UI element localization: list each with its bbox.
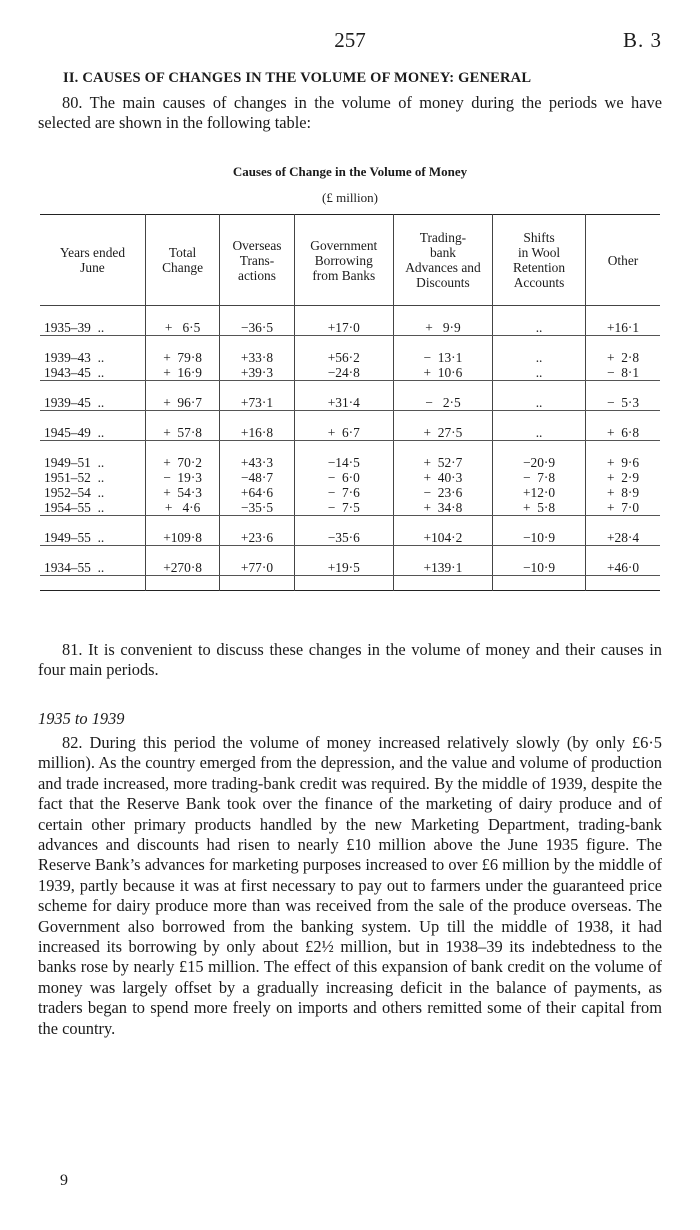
value-cell: −20·9 <box>493 455 586 470</box>
spacer-cell <box>393 516 492 531</box>
spacer-cell <box>40 546 145 561</box>
money-causes-table <box>40 214 660 591</box>
spacer-cell <box>493 381 586 396</box>
spacer-cell <box>586 576 660 591</box>
paragraph-82 <box>38 733 662 1039</box>
spacer-cell <box>220 441 294 456</box>
value-cell: −35·6 <box>294 530 393 546</box>
spacer-cell <box>40 516 145 531</box>
spacer-cell <box>493 336 586 351</box>
value-cell: +33·8 <box>220 350 294 365</box>
paragraph-80-text: 80. The main causes of changes in the volume of money during the periods we have selected are shown in the following table: <box>38 93 662 133</box>
value-cell: +28·4 <box>586 530 660 546</box>
value-cell: +31·4 <box>294 395 393 411</box>
spacer-cell <box>220 411 294 426</box>
period-cell: 1952–54 .. <box>44 485 105 500</box>
value-cell: + 70·2 <box>145 455 219 470</box>
paragraph-82-text: 82. During this period the volume of money increased relatively slowly (by only £6·5 million). As the country emerged from the depression, and the value and volume of production and trade increased, more trading-bank credit was required. By the middle of 1939, despite the fact that the Reserve Bank took over the finance of the marketing of dairy produce and of certain other primary products handled by the new Marketing Department, trading-bank advances and discounts had risen to nearly £10 million above the June 1935 figure. The Reserve Bank’s advances for marketing purposes increased to over £6 million by the middle of 1939, partly because it was at first necessary to pay out to farmers under the guaranteed price scheme for dairy produce more than was received from the sale of the produce overseas. The Government also borrowed from the banking system. Up till the middle of 1938, it had increased its borrowing by only about £2½ million, but in 1938–39 its indebtedness to the banks rose by nearly £15 million. The effect of this expansion of bank credit on the volume of money was largely offset by a gradually increasing deficit in the balance of payments, as traders began to spend more freely on imports and others remitted some of their capital from the country. <box>38 733 662 1038</box>
spacer-row <box>40 411 660 426</box>
period-cell: 1934–55 .. <box>40 560 145 576</box>
spacer-cell <box>220 306 294 321</box>
spacer-cell <box>586 411 660 426</box>
value-cell: .. <box>493 320 586 336</box>
table-header-row <box>40 215 660 306</box>
value-cell: .. <box>493 395 586 411</box>
spacer-cell <box>220 516 294 531</box>
period-cell: 1939–43 .. <box>44 350 105 365</box>
spacer-cell <box>393 411 492 426</box>
column-header: Government Borrowing from Banks <box>294 215 393 306</box>
value-cell: + 27·5 <box>393 425 492 441</box>
table-row <box>40 395 660 411</box>
spacer-cell <box>145 516 219 531</box>
spacer-row <box>40 441 660 456</box>
value-cell: + 34·8 <box>393 500 492 516</box>
value-cell: + 7·0 <box>586 500 660 516</box>
spacer-cell <box>586 381 660 396</box>
value-cell: + 79·8 <box>145 350 219 365</box>
value-cell: + 6·7 <box>294 425 393 441</box>
spacer-cell <box>493 546 586 561</box>
spacer-cell <box>145 381 219 396</box>
value-cell: .. <box>493 350 586 365</box>
value-cell: .. <box>493 425 586 441</box>
table-row <box>40 530 660 546</box>
value-cell: −35·5 <box>220 500 294 516</box>
spacer-cell <box>393 441 492 456</box>
period-cell: 1949–51 .. <box>44 455 105 470</box>
spacer-cell <box>493 411 586 426</box>
spacer-cell <box>294 546 393 561</box>
spacer-cell <box>294 576 393 591</box>
value-cell: −14·5 <box>294 455 393 470</box>
spacer-cell <box>40 441 145 456</box>
spacer-cell <box>586 336 660 351</box>
spacer-cell <box>393 381 492 396</box>
value-cell: − 7·6 <box>294 485 393 500</box>
value-cell: + 40·3 <box>393 470 492 485</box>
value-cell: + 54·3 <box>145 485 219 500</box>
value-cell: +139·1 <box>393 560 492 576</box>
document-code: B. 3 <box>622 28 662 52</box>
value-cell: + 9·6 <box>586 455 660 470</box>
spacer-row <box>40 381 660 396</box>
period-heading: 1935 to 1939 <box>38 709 125 728</box>
spacer-cell <box>393 336 492 351</box>
column-header: Shifts in Wool Retention Accounts <box>493 215 586 306</box>
spacer-cell <box>493 576 586 591</box>
spacer-cell <box>145 441 219 456</box>
spacer-cell <box>145 546 219 561</box>
value-cell: − 8·1 <box>586 365 660 381</box>
spacer-cell <box>294 441 393 456</box>
spacer-cell <box>493 441 586 456</box>
value-cell: − 23·6 <box>393 485 492 500</box>
value-cell: +73·1 <box>220 395 294 411</box>
value-cell: +104·2 <box>393 530 492 546</box>
value-cell: +12·0 <box>493 485 586 500</box>
spacer-cell <box>40 336 145 351</box>
table-row <box>40 365 660 381</box>
value-cell: − 6·0 <box>294 470 393 485</box>
period-cell: 1951–52 .. <box>44 470 105 485</box>
spacer-cell <box>493 516 586 531</box>
spacer-cell <box>220 381 294 396</box>
paragraph-80 <box>38 93 662 134</box>
table-row <box>40 350 660 365</box>
spacer-cell <box>40 381 145 396</box>
period-cell: 1935–39 .. <box>40 320 145 336</box>
value-cell: − 19·3 <box>145 470 219 485</box>
column-header: Other <box>586 215 660 306</box>
value-cell: +77·0 <box>220 560 294 576</box>
column-header: Trading- bank Advances and Discounts <box>393 215 492 306</box>
value-cell: +19·5 <box>294 560 393 576</box>
table-unit: (£ million) <box>322 190 378 205</box>
value-cell: −24·8 <box>294 365 393 381</box>
spacer-cell <box>294 411 393 426</box>
spacer-cell <box>493 306 586 321</box>
period-cell: 1939–45 .. <box>40 395 145 411</box>
value-cell: + 6·8 <box>586 425 660 441</box>
period-cell: 1954–55 .. <box>40 500 145 516</box>
value-cell: − 7·5 <box>294 500 393 516</box>
column-header: Total Change <box>145 215 219 306</box>
spacer-cell <box>393 576 492 591</box>
table-row <box>40 500 660 516</box>
table-title: Causes of Change in the Volume of Money <box>232 164 468 179</box>
table-row <box>40 425 660 441</box>
value-cell: +39·3 <box>220 365 294 381</box>
spacer-cell <box>145 576 219 591</box>
table-body <box>40 306 660 591</box>
paragraph-81 <box>38 640 662 681</box>
value-cell: −10·9 <box>493 560 586 576</box>
value-cell: + 57·8 <box>145 425 219 441</box>
spacer-cell <box>40 411 145 426</box>
spacer-cell <box>40 306 145 321</box>
value-cell: −36·5 <box>220 320 294 336</box>
table-row <box>40 485 660 500</box>
value-cell: − 2·5 <box>393 395 492 411</box>
value-cell: −48·7 <box>220 470 294 485</box>
spacer-cell <box>220 546 294 561</box>
spacer-cell <box>145 411 219 426</box>
value-cell: .. <box>493 365 586 381</box>
spacer-cell <box>586 516 660 531</box>
spacer-cell <box>294 336 393 351</box>
spacer-row <box>40 306 660 321</box>
value-cell: +17·0 <box>294 320 393 336</box>
value-cell: −10·9 <box>493 530 586 546</box>
value-cell: +109·8 <box>145 530 219 546</box>
value-cell: − 5·3 <box>586 395 660 411</box>
value-cell: +43·3 <box>220 455 294 470</box>
spacer-cell <box>40 576 145 591</box>
value-cell: + 10·6 <box>393 365 492 381</box>
period-cell: 1945–49 .. <box>40 425 145 441</box>
footer-number: 9 <box>60 1172 68 1189</box>
spacer-row <box>40 576 660 591</box>
value-cell: + 2·8 <box>586 350 660 365</box>
value-cell: +23·6 <box>220 530 294 546</box>
period-cell: 1943–45 .. <box>40 365 145 381</box>
spacer-row <box>40 546 660 561</box>
value-cell: − 13·1 <box>393 350 492 365</box>
value-cell: +56·2 <box>294 350 393 365</box>
value-cell: +64·6 <box>220 485 294 500</box>
column-header: Years ended June <box>40 215 145 306</box>
spacer-cell <box>294 381 393 396</box>
section-heading: II. CAUSES OF CHANGES IN THE VOLUME OF MONEY: GENERAL <box>63 70 532 86</box>
value-cell: − 7·8 <box>493 470 586 485</box>
value-cell: + 6·5 <box>145 320 219 336</box>
value-cell: +16·1 <box>586 320 660 336</box>
spacer-cell <box>220 576 294 591</box>
paragraph-81-text: 81. It is convenient to discuss these changes in the volume of money and their causes in four main periods. <box>38 640 662 680</box>
value-cell: + 2·9 <box>586 470 660 485</box>
value-cell: + 96·7 <box>145 395 219 411</box>
table-row <box>40 320 660 336</box>
value-cell: +46·0 <box>586 560 660 576</box>
value-cell: +270·8 <box>145 560 219 576</box>
spacer-cell <box>294 516 393 531</box>
spacer-cell <box>294 306 393 321</box>
spacer-cell <box>393 306 492 321</box>
table-row <box>40 470 660 485</box>
spacer-cell <box>145 336 219 351</box>
value-cell: + 9·9 <box>393 320 492 336</box>
spacer-cell <box>586 441 660 456</box>
spacer-cell <box>145 306 219 321</box>
spacer-row <box>40 336 660 351</box>
page-number: 257 <box>334 28 366 52</box>
value-cell: + 4·6 <box>145 500 219 516</box>
value-cell: +16·8 <box>220 425 294 441</box>
spacer-cell <box>393 546 492 561</box>
column-header: Overseas Trans- actions <box>220 215 294 306</box>
value-cell: + 52·7 <box>393 455 492 470</box>
table-row <box>40 455 660 470</box>
value-cell: + 8·9 <box>586 485 660 500</box>
spacer-cell <box>586 306 660 321</box>
spacer-cell <box>220 336 294 351</box>
period-cell: 1949–55 .. <box>40 530 145 546</box>
spacer-row <box>40 516 660 531</box>
spacer-cell <box>586 546 660 561</box>
value-cell: + 16·9 <box>145 365 219 381</box>
value-cell: + 5·8 <box>493 500 586 516</box>
table-row <box>40 560 660 576</box>
